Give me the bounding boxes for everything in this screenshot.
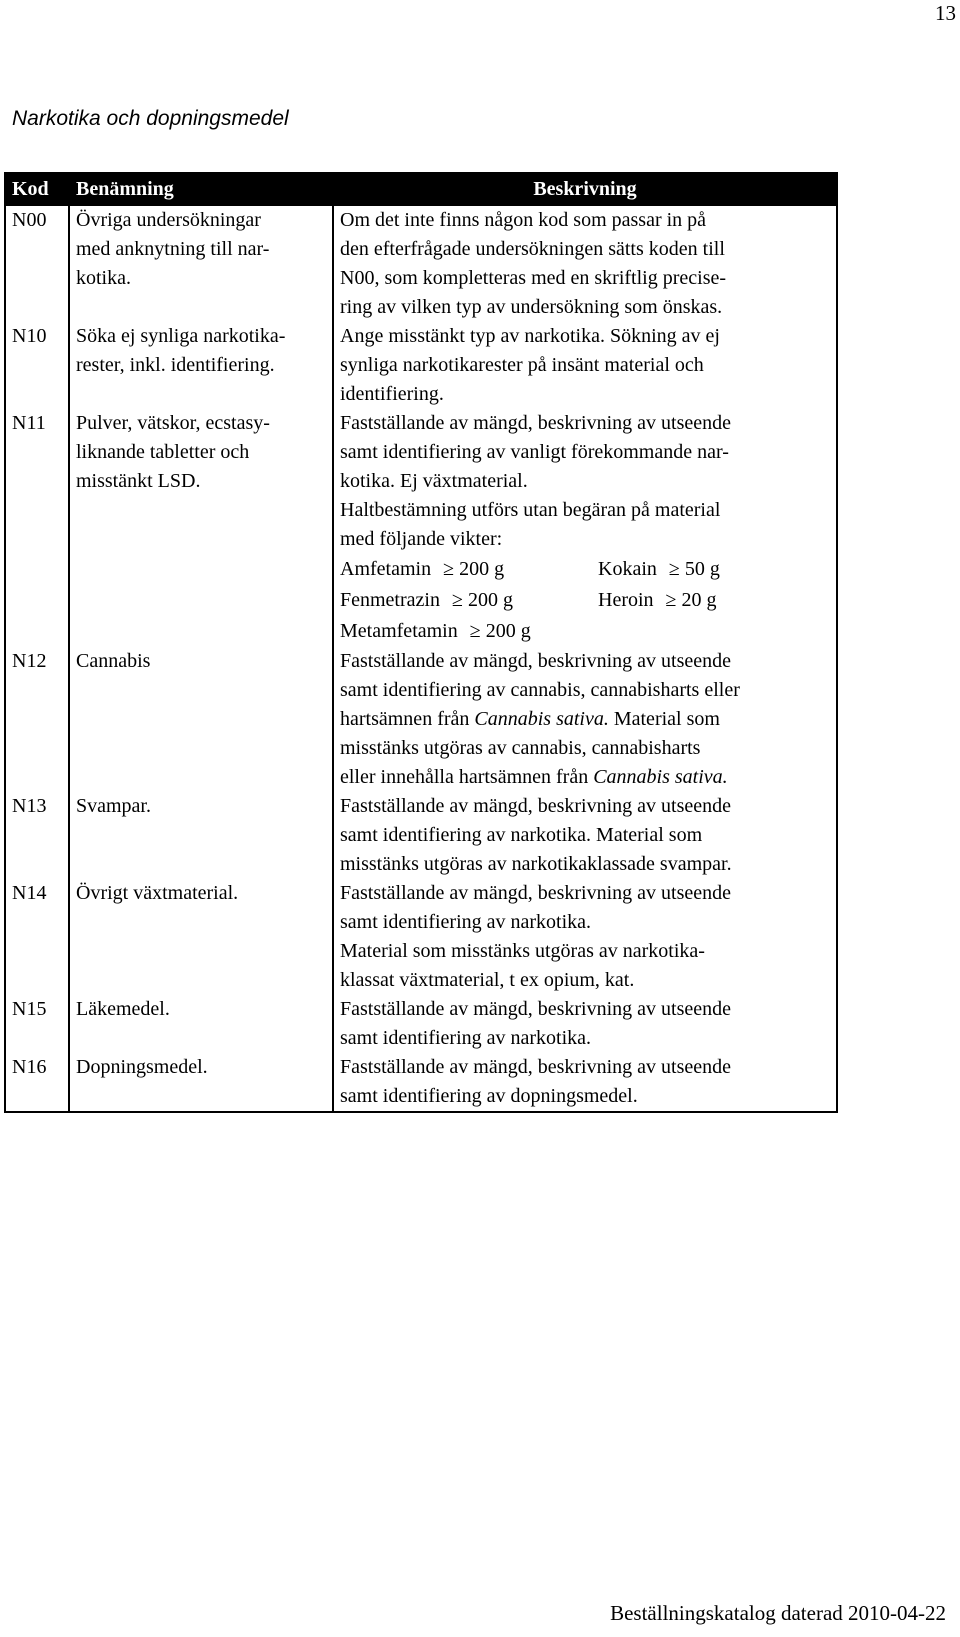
description-line: Fastställande av mängd, beskrivning av utseende — [340, 882, 732, 904]
description-line: identifiering. — [340, 383, 444, 405]
description-line: samt identifiering av vanligt förekommande nar- — [340, 441, 729, 463]
table-row — [5, 205, 837, 322]
row-description — [333, 409, 837, 647]
gte-symbol: ≥ — [665, 589, 677, 611]
description-line: ring av vilken typ av undersökning som önskas. — [340, 296, 723, 318]
table-row — [5, 879, 837, 995]
table-row — [5, 792, 837, 879]
description-line: samt identifiering av dopningsmedel. — [340, 1085, 638, 1107]
substance: Metamfetamin — [340, 620, 458, 642]
name-line: rester, inkl. identifiering. — [76, 354, 275, 376]
name-line: kotika. — [76, 267, 131, 289]
description-line: N00, som kompletteras med en skriftlig precise- — [340, 267, 727, 289]
page-number: 13 — [935, 1, 956, 25]
weight-thresholds — [340, 554, 830, 647]
name-line: Övriga undersökningar — [76, 209, 261, 231]
row-code: N12 — [5, 647, 69, 792]
amount: 200 g — [467, 589, 513, 611]
row-code: N13 — [5, 792, 69, 879]
description-line: Fastställande av mängd, beskrivning av utseende — [340, 1056, 732, 1078]
row-description — [333, 879, 837, 995]
name-line: Dopningsmedel. — [76, 1056, 208, 1078]
table-row — [5, 995, 837, 1053]
row-name — [69, 792, 333, 879]
description-line: med följande vikter: — [340, 528, 503, 550]
weight-entry — [598, 585, 768, 616]
catalog-date-footer: Beställningskatalog daterad 2010-04-22 — [610, 1601, 946, 1625]
gte-symbol: ≥ — [668, 558, 680, 580]
table-row — [5, 322, 837, 409]
row-code: N00 — [5, 205, 69, 322]
row-name — [69, 1053, 333, 1112]
description-line: Om det inte finns någon kod som passar in på — [340, 209, 707, 231]
gte-symbol: ≥ — [469, 620, 481, 642]
text-fragment: Material som — [608, 708, 720, 730]
table-row — [5, 1053, 837, 1112]
description-line: Fastställande av mängd, beskrivning av utseende — [340, 795, 732, 817]
weight-entry — [340, 554, 598, 585]
name-line: misstänkt LSD. — [76, 470, 201, 492]
row-description — [333, 205, 837, 322]
row-name — [69, 995, 333, 1053]
amount: 200 g — [485, 620, 531, 642]
name-line: Pulver, vätskor, ecstasy- — [76, 412, 270, 434]
row-name — [69, 409, 333, 647]
row-description — [333, 322, 837, 409]
description-line: Ange misstänkt typ av narkotika. Sökning av ej — [340, 325, 720, 347]
catalog-table — [4, 172, 838, 1113]
amount: 200 g — [459, 558, 505, 580]
row-description — [333, 1053, 837, 1112]
description-line: samt identifiering av cannabis, cannabisharts eller — [340, 679, 740, 701]
description-line: Fastställande av mängd, beskrivning av utseende — [340, 412, 732, 434]
name-line: Övrigt växtmaterial. — [76, 882, 239, 904]
description-line: Material som misstänks utgöras av narkotika- — [340, 940, 705, 962]
header-name: Benämning — [69, 173, 333, 205]
description-line: klassat växtmaterial, t ex opium, kat. — [340, 969, 635, 991]
row-code: N16 — [5, 1053, 69, 1112]
name-line: Söka ej synliga narkotika- — [76, 325, 286, 347]
text-fragment: eller innehålla hartsämnen från — [340, 766, 594, 788]
description-line — [340, 763, 830, 792]
description-line — [340, 705, 830, 734]
description-line: kotika. Ej växtmaterial. — [340, 470, 528, 492]
row-code: N15 — [5, 995, 69, 1053]
description-line: samt identifiering av narkotika. Material som — [340, 824, 703, 846]
row-description — [333, 647, 837, 792]
description-line: den efterfrågade undersökningen sätts koden till — [340, 238, 725, 260]
weight-entry — [340, 585, 598, 616]
table-header-row — [5, 173, 837, 205]
row-code: N14 — [5, 879, 69, 995]
weight-entry — [340, 616, 598, 647]
substance: Fenmetrazin — [340, 589, 440, 611]
row-name — [69, 322, 333, 409]
name-line: Svampar. — [76, 795, 151, 817]
row-description — [333, 995, 837, 1053]
section-title: Narkotika och dopningsmedel — [12, 107, 289, 130]
header-description: Beskrivning — [333, 173, 837, 205]
substance: Amfetamin — [340, 558, 432, 580]
row-name — [69, 879, 333, 995]
row-code: N11 — [5, 409, 69, 647]
substance: Kokain — [598, 558, 657, 580]
description-line: synliga narkotikarester på insänt material och — [340, 354, 704, 376]
name-line: liknande tabletter och — [76, 441, 250, 463]
row-name — [69, 647, 333, 792]
species-name: Cannabis sativa. — [474, 708, 609, 730]
description-line: Fastställande av mängd, beskrivning av utseende — [340, 650, 732, 672]
gte-symbol: ≥ — [451, 589, 463, 611]
description-line: samt identifiering av narkotika. — [340, 1027, 592, 1049]
name-line: Cannabis — [76, 650, 151, 672]
description-line: misstänks utgöras av narkotikaklassade svampar. — [340, 853, 732, 875]
amount: 50 g — [684, 558, 720, 580]
substance: Heroin — [598, 589, 654, 611]
row-description — [333, 792, 837, 879]
name-line: Läkemedel. — [76, 998, 170, 1020]
species-name: Cannabis sativa. — [593, 766, 728, 788]
name-line: med anknytning till nar- — [76, 238, 270, 260]
text-fragment: hartsämnen från — [340, 708, 475, 730]
description-line: samt identifiering av narkotika. — [340, 911, 592, 933]
header-code: Kod — [5, 173, 69, 205]
table-row — [5, 647, 837, 792]
description-line: Haltbestämning utförs utan begäran på material — [340, 499, 721, 521]
amount: 20 g — [681, 589, 717, 611]
description-line: Fastställande av mängd, beskrivning av utseende — [340, 998, 732, 1020]
weight-entry — [598, 554, 768, 585]
table-row — [5, 409, 837, 647]
description-line: misstänks utgöras av cannabis, cannabisharts — [340, 737, 701, 759]
row-code: N10 — [5, 322, 69, 409]
row-name — [69, 205, 333, 322]
gte-symbol: ≥ — [443, 558, 455, 580]
